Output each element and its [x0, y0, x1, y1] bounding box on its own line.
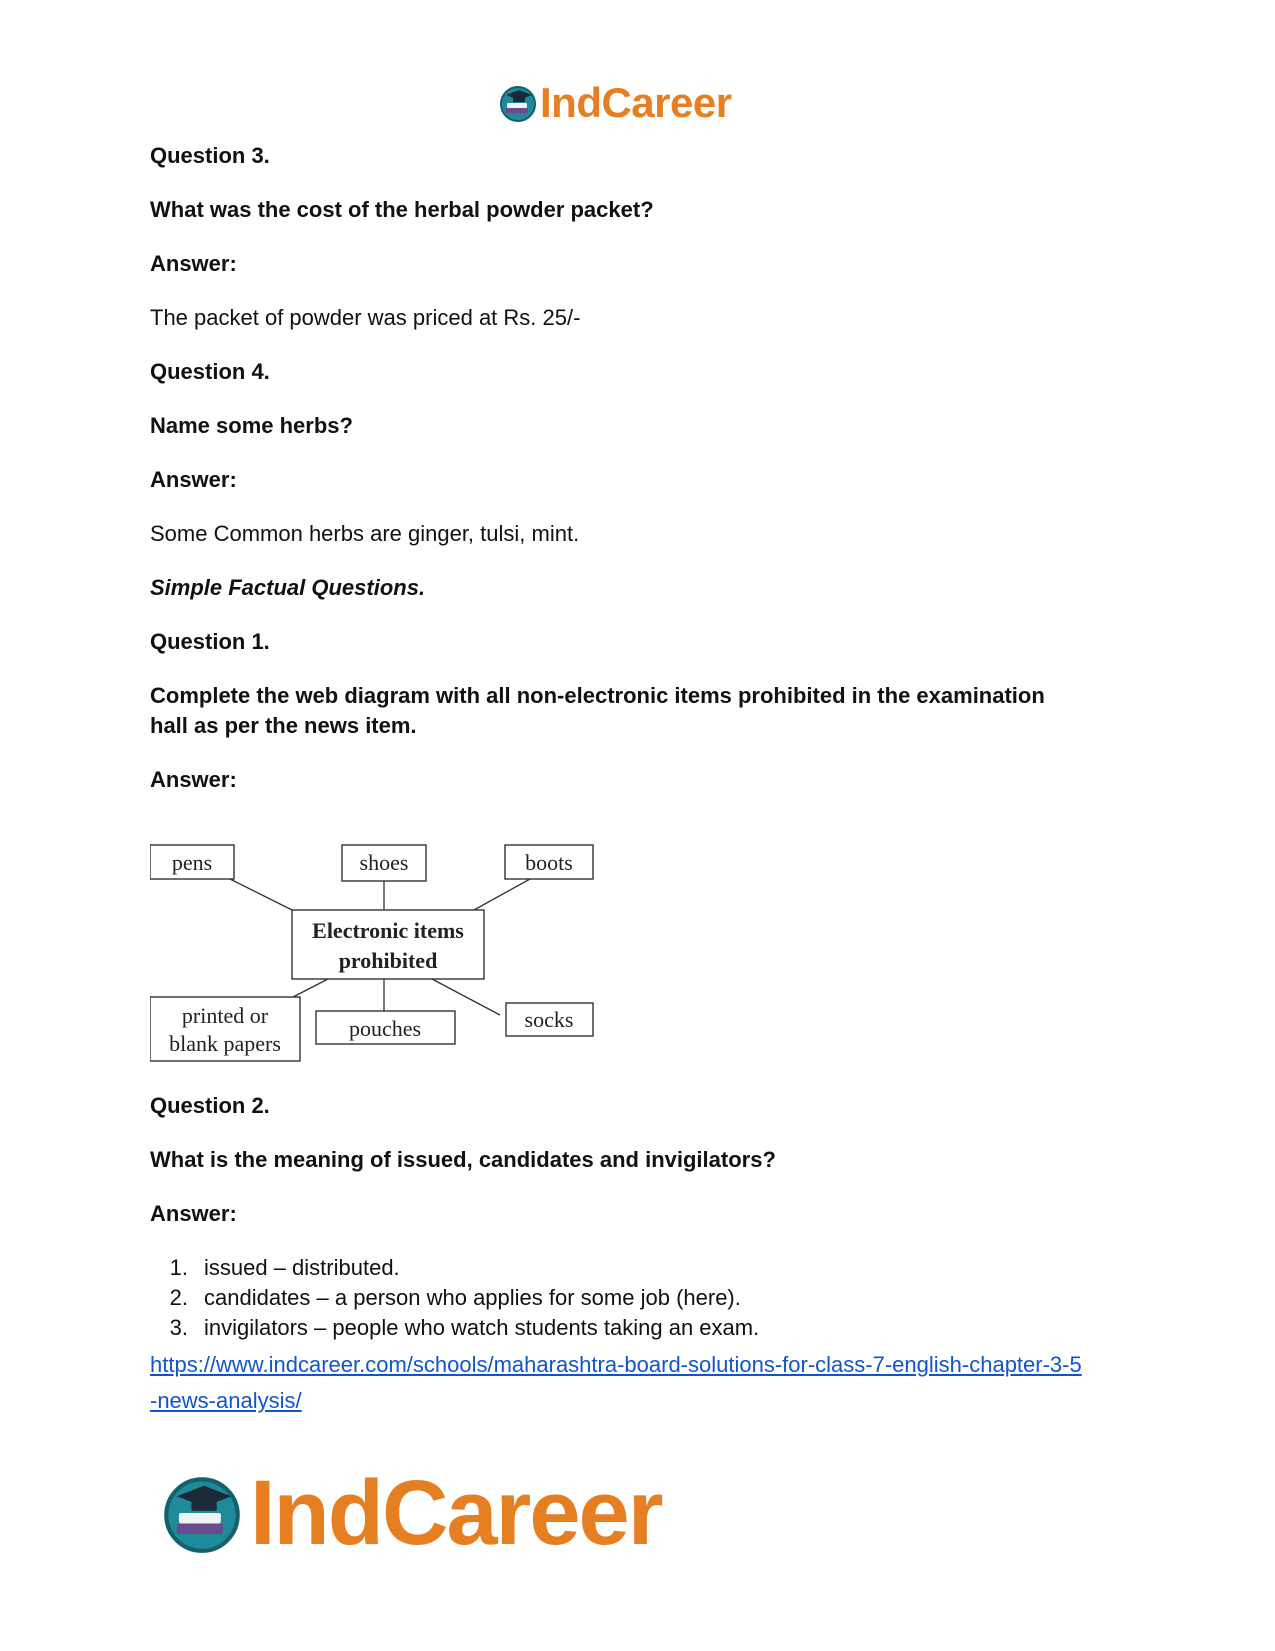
- center-label-line1: Electronic items: [312, 918, 464, 943]
- question-1-answer-label: Answer:: [150, 767, 237, 792]
- list-item-text: candidates – a person who applies for some job (here).: [204, 1285, 741, 1310]
- list-item-number: 2.: [169, 1285, 188, 1310]
- node-shoes-label: shoes: [359, 850, 409, 875]
- connector-boots: [474, 879, 530, 910]
- graduation-globe-icon: [160, 1471, 244, 1555]
- question-1-text-line2: hall as per the news item.: [150, 713, 417, 738]
- logo-wordmark: IndCareer: [250, 1461, 662, 1564]
- node-boots-label: boots: [525, 850, 573, 875]
- graduation-globe-icon: [498, 83, 538, 123]
- node-papers-label-line2: blank papers: [169, 1031, 281, 1056]
- node-socks-label: socks: [524, 1007, 574, 1032]
- list-item: [150, 1283, 741, 1313]
- question-4-text: Name some herbs?: [150, 413, 353, 438]
- node-papers-label-line1: printed or: [181, 1003, 269, 1028]
- indcareer-logo-bottom: [160, 1461, 700, 1564]
- source-link-line2[interactable]: -news-analysis/: [150, 1388, 302, 1413]
- question-1-text-line1: Complete the web diagram with all non-electronic items prohibited in the examination: [150, 683, 1045, 708]
- source-link-line1[interactable]: https://www.indcareer.com/schools/maharashtra-board-solutions-for-class-7-english-chapter-3-5: [150, 1352, 1082, 1377]
- logo-wordmark: IndCareer: [540, 79, 732, 126]
- web-diagram: [150, 843, 610, 1083]
- node-pouches-label: pouches: [348, 1016, 422, 1041]
- question-2-text: What is the meaning of issued, candidates and invigilators?: [150, 1147, 776, 1172]
- list-item-text: invigilators – people who watch students taking an exam.: [204, 1315, 760, 1340]
- question-3-title: Question 3.: [150, 143, 270, 168]
- indcareer-logo-top: [498, 76, 768, 130]
- question-2-answer-label: Answer:: [150, 1201, 237, 1226]
- connector-pens: [230, 879, 292, 910]
- list-item: [150, 1313, 759, 1343]
- question-4-title: Question 4.: [150, 359, 270, 384]
- center-label-line2: prohibited: [338, 948, 438, 973]
- question-3-text: What was the cost of the herbal powder packet?: [150, 197, 654, 222]
- connector-papers: [293, 979, 328, 997]
- question-4-answer: Some Common herbs are ginger, tulsi, mint.: [150, 521, 580, 546]
- question-4-answer-label: Answer:: [150, 467, 237, 492]
- list-item-text: issued – distributed.: [204, 1255, 400, 1280]
- question-2-title: Question 2.: [150, 1093, 270, 1118]
- list-item-number: 3.: [169, 1315, 188, 1340]
- node-pens-label: pens: [171, 850, 213, 875]
- connector-socks: [432, 979, 500, 1015]
- list-item: [150, 1253, 400, 1283]
- question-3-answer-label: Answer:: [150, 251, 237, 276]
- section-heading: Simple Factual Questions.: [150, 575, 426, 600]
- question-1-title: Question 1.: [150, 629, 270, 654]
- question-3-answer: The packet of powder was priced at Rs. 25/-: [150, 305, 581, 330]
- list-item-number: 1.: [169, 1255, 188, 1280]
